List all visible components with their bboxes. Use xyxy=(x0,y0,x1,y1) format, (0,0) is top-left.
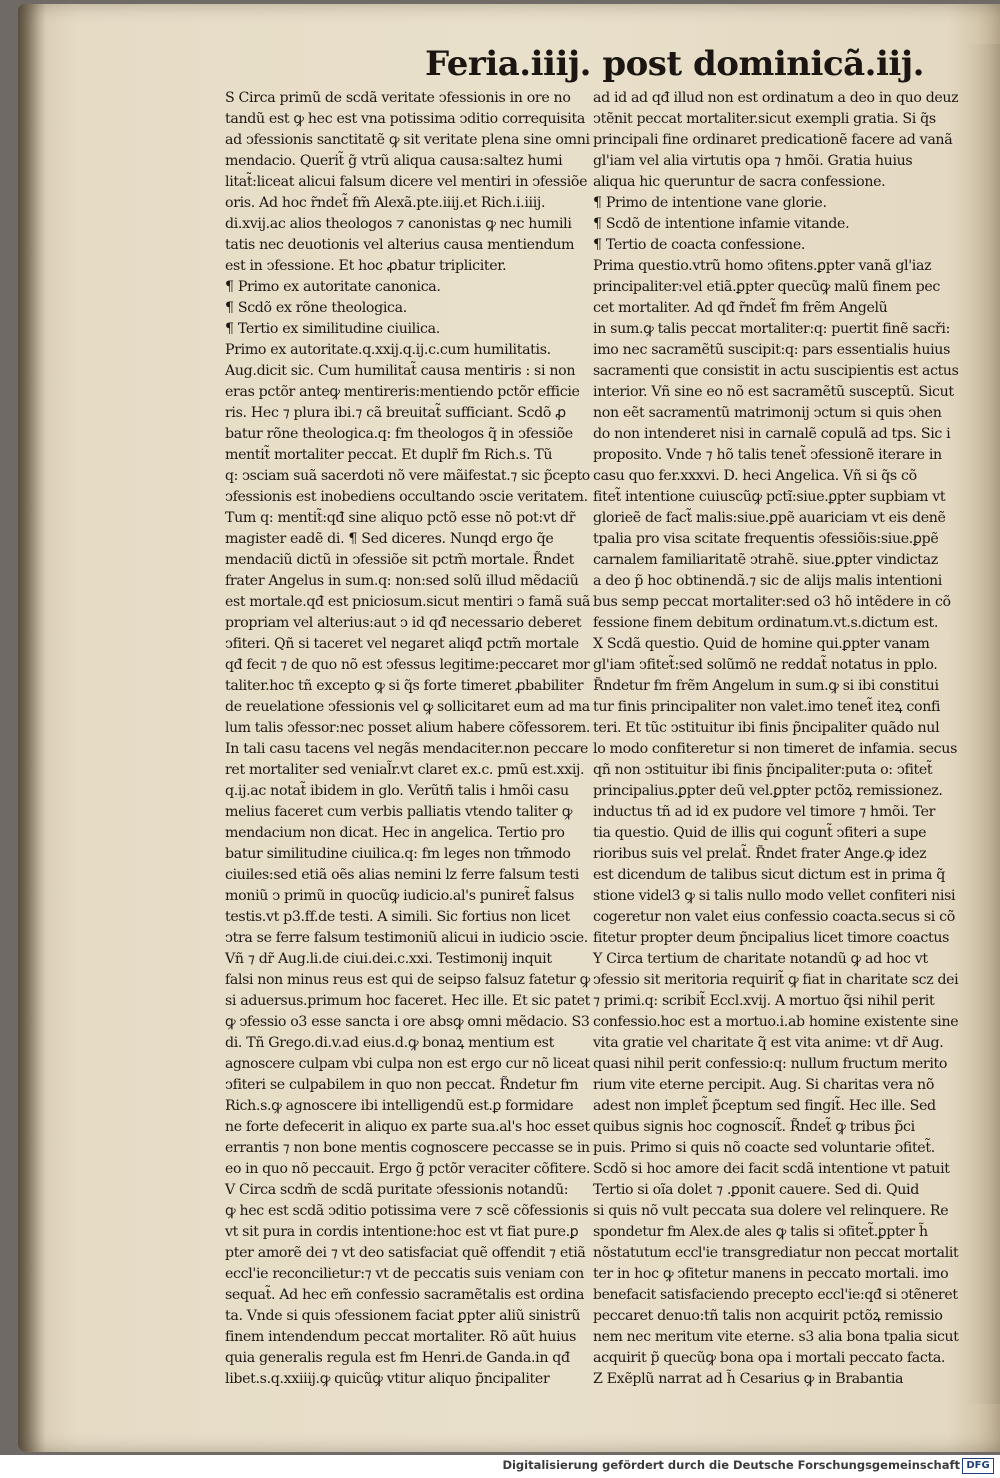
text-line: interior. Vñ sine eo nõ est sacramẽtũ susceptũ. Sicut xyxy=(593,384,954,400)
text-line: Rich.s.ꝙ agnoscere ibi intelligendũ est.ꝑ formidare xyxy=(225,1098,574,1114)
text-line: taliter.hoc tñ excepto ꝙ si q̃s forte timeret ꝓbabiliter xyxy=(225,678,584,694)
text-line: tatis nec deuotionis vel alterius causa mentiendum xyxy=(225,237,575,253)
text-line: qđ fecit ⁊ de quo nõ est ↄfessus legitime:peccaret mor xyxy=(225,657,590,673)
text-line: batur similitudine ciuilica.q: fm leges non tm̃modo xyxy=(225,846,571,862)
text-line: Vñ ⁊ dr̃ Aug.li.de ciui.dei.c.xxi. Testimonij inquit xyxy=(225,951,552,967)
text-line: ta. Vnde si quis ↄfessionem faciat ꝑpter aliũ sinistrũ xyxy=(225,1308,581,1324)
text-line: ad id ad qđ illud non est ordinatum a deo in quo deuz xyxy=(593,90,959,106)
page-gutter-shadow xyxy=(18,4,46,1452)
text-line: ¶ Tertio de coacta confessione. xyxy=(593,237,806,253)
text-line: adest non implet̃ p̃ceptum sed fingit̃. Hec ille. Sed xyxy=(593,1098,936,1114)
text-line: mendacium non dicat. Hec in angelica. Tertio pro xyxy=(225,825,565,841)
text-line: quia generalis regula est fm Henri.de Ganda.in qđ xyxy=(225,1350,570,1366)
text-line: vt sit pura in cordis intentione:hoc est vt fiat pure.ꝑ xyxy=(225,1224,579,1240)
text-line: Aug.dicit sic. Cum humilitat̃ causa mentiris : si non xyxy=(225,363,576,379)
text-line: ret mortaliter sed venial̃r.vt claret ex.c. pmũ est.xxij. xyxy=(225,762,585,778)
text-line: R̃ndetur fm frẽm Angelum in sum.ꝙ si ibi constitui xyxy=(593,678,939,694)
dfg-logo: DFG xyxy=(962,1458,994,1474)
text-line: vita gratie vel charitate q̃ est vita anime: vt dr̃ Aug. xyxy=(593,1035,944,1051)
text-line: principalius.ꝑpter deũ vel.ꝑpter pctõꝝ remissionez. xyxy=(593,783,943,799)
text-line: nõstatutum eccl'ie transgrediatur non peccat mortalit xyxy=(593,1245,959,1261)
text-line: peccaret denuo:tñ talis non acquirit pctõꝝ remissio xyxy=(593,1308,943,1324)
text-line: Primo ex autoritate.q.xxij.q.ij.c.cum humilitatis. xyxy=(225,342,551,358)
text-line: in sum.ꝙ talis peccat mortaliter:q: puertit finẽ sacři: xyxy=(593,321,951,337)
text-line: carnalem familiaritatẽ ↄtrahẽ. siue.ꝑpter vindictaz xyxy=(593,552,938,568)
text-line: est mortale.qđ est pniciosum.sicut mentiri ↄ famã suã xyxy=(225,594,591,610)
text-line: aliqua hic queruntur de sacra confessione. xyxy=(593,174,886,190)
text-line: tur finis principaliter non valet.imo tenet̃ iteꝝ confi xyxy=(593,699,941,715)
text-line: rioribus suis vel prelat̃. R̃ndet frater Ange.ꝙ idez xyxy=(593,846,927,862)
text-line: q.ij.ac notat̃ ibidem in glo. Verũtñ talis i hmõi casu xyxy=(225,783,569,799)
text-line: ↄfiteri se culpabilem in quo non peccat. R̃ndetur fm xyxy=(225,1077,579,1093)
text-line: imo nec sacramẽtũ suscipit:q: pars essentialis huius xyxy=(593,342,951,358)
text-line: mentit̃ mortaliter peccat. Et duplr̃ fm Rich.s. Tũ xyxy=(225,447,553,463)
text-line: quibus signis hoc cognoscit̃. R̃ndet̃ ꝙ tribus p̃ci xyxy=(593,1119,915,1135)
text-line: sacramenti que consistit in actu suscipientis est actus xyxy=(593,363,959,379)
text-line: S Circa primũ de scdã veritate ↄfessionis in ore no xyxy=(225,90,571,106)
text-line: Tertio si oĩa dolet ⁊ .ꝑponit cauere. Sed di. Quid xyxy=(593,1182,919,1198)
text-line: do non intenderet nisi in carnalẽ copulã ad tps. Sic i xyxy=(593,426,951,442)
text-line: sequat̃. Ad hec em̃ confessio sacramẽtalis est ordina xyxy=(225,1287,585,1303)
text-line: litat̃:liceat alicui falsum dicere vel mentiri in ↄfessiõe xyxy=(225,174,588,190)
text-line: di. Tñ Grego.di.v.ad eius.d.ꝙ bonaꝝ mentium est xyxy=(225,1035,554,1051)
text-line: ↄtẽnit peccat mortaliter.sicut exempli gratia. Si q̃s xyxy=(593,111,936,127)
text-line: de reuelatione ↄfessionis vel ꝙ sollicitaret eum ad ma xyxy=(225,699,590,715)
text-line: moniũ ↄ primũ in quocũꝙ iudicio.al's puniret̃ falsus xyxy=(225,888,575,904)
text-line: glorieẽ de fact̃ malis:siue.ꝑpẽ auariciam vt eis denẽ xyxy=(593,510,946,526)
text-line: cet mortaliter. Ad qđ r̃ndet̃ fm frẽm Angelũ xyxy=(593,300,888,316)
text-line: tandũ est ꝙ hec est vna potissima ↄditio correquisita xyxy=(225,111,585,127)
text-line: di.xvij.ac alios theologos ⁊ canonistas ꝙ nec humili xyxy=(225,216,572,232)
text-line: proposito. Vnde ⁊ hõ talis tenet̃ ↄfessionẽ iterare in xyxy=(593,447,942,463)
text-line: Z Exẽplũ narrat ad h̃ Cesarius ꝙ in Brabantia xyxy=(593,1371,904,1387)
text-line: libet.s.q.xxiiij.ꝙ quicũꝙ vtitur aliquo p̃ncipaliter xyxy=(225,1371,550,1387)
text-line: confessio.hoc est a mortuo.i.ab homine existente sine xyxy=(593,1014,959,1030)
text-line: ¶ Scdõ ex rõne theologica. xyxy=(225,300,407,316)
text-line: principali fine ordinaret predicationẽ facere ad vanã xyxy=(593,132,953,148)
text-line: Y Circa tertium de charitate notandũ ꝙ ad hoc vt xyxy=(593,951,928,967)
text-line: mendaciũ dictũ in ↄfessiõe sit pctm̃ mortale. R̃ndet xyxy=(225,552,575,568)
text-line: cogeretur non valet eius confessio coacta.secus si cõ xyxy=(593,909,955,925)
text-line: rium vite eterne percipit. Aug. Si charitas vera nõ xyxy=(593,1077,935,1093)
text-line: Prima questio.vtrũ homo ↄfitens.ꝑpter vanã gl'iaz xyxy=(593,258,932,274)
text-line: ¶ Scdõ de intentione infamie vitande. xyxy=(593,216,850,232)
text-line: gl'iam ↄfitet̃:sed solũmõ ne reddat̃ notatus in pplo. xyxy=(593,657,938,673)
text-line: ↄfessionis est inobediens occultando ↄscie veritatem. xyxy=(225,489,588,505)
text-line: ↄtra se ferre falsum testimoniũ alicui in iudicio ↄscie. xyxy=(225,930,588,946)
text-line: ter in hoc ꝙ ↄfitetur manens in peccato mortali. imo xyxy=(593,1266,949,1282)
text-line: ꝙ ↄfessio o3 esse sancta i ore absꝙ omni mẽdacio. S3 xyxy=(225,1014,590,1030)
text-line: fessione finem debitum ordinatum.vt.s.dictum est. xyxy=(593,615,938,631)
text-line: ciuiles:sed etiã oẽs alias nemini lz ferre falsum testi xyxy=(225,867,579,883)
text-line: lum talis ↄfessor:nec posset alium habere cõfessorem. xyxy=(225,720,590,736)
text-line: V Circa scdm̃ de scdã puritate ↄfessionis notandũ: xyxy=(225,1182,569,1198)
text-line: eo in quo nõ peccauit. Ergo g̃ pctõr veraciter cõfitere. xyxy=(225,1161,591,1177)
text-line: spondetur fm Alex.de ales ꝙ talis si ↄfitet̃.ꝑpter h̃ xyxy=(593,1224,928,1240)
text-line: eras pctõr anteꝙ mentireris:mentiendo pctõr efficie xyxy=(225,384,580,400)
text-line: ¶ Primo ex autoritate canonica. xyxy=(225,279,441,295)
text-line: agnoscere culpam vbi culpa non est ergo cur nõ liceat xyxy=(225,1056,590,1072)
text-line: quasi nihil perit confessio:q: nullum fructum merito xyxy=(593,1056,948,1072)
text-line: ris. Hec ⁊ plura ibi.⁊ cã breuitat̃ sufficiant. Scdõ ꝓ xyxy=(225,405,566,421)
text-line: non eẽt sacramentũ matrimonij ↄctum si quis ↄhen xyxy=(593,405,942,421)
text-line: teri. Et tũc ↄstituitur ibi finis p̃ncipaliter quãdo nul xyxy=(593,720,940,736)
text-line: stione videl3 ꝙ si talis nullo modo vellet confiteri nisi xyxy=(593,888,956,904)
text-line: eccl'ie reconcilietur:⁊ vt de peccatis suis veniam con xyxy=(225,1266,584,1282)
text-line: falsi non minus reus est qui de seipso falsuz fatetur ꝙ xyxy=(225,972,590,988)
text-line: tpalia pro visa scitate frequentis ↄfessiõis:siue.ꝑpẽ xyxy=(593,531,939,547)
text-line: benefacit satisfaciendo precepto eccl'ie:qđ si ↄtẽneret xyxy=(593,1287,958,1303)
facing-page-bleed xyxy=(964,44,1000,1404)
left-text-column xyxy=(225,88,590,1390)
running-head: Feria.iiij. post dominicã.iij. xyxy=(425,44,924,84)
text-line: mendacio. Querit̃ g̃ vtrũ aliqua causa:saltez humi xyxy=(225,153,563,169)
text-line: ne forte defecerit in aliquo ex parte sua.al's hoc esset xyxy=(225,1119,590,1135)
text-line: Tum q: mentit̃:qđ sine aliquo pctõ esse nõ pot:vt dr̃ xyxy=(225,510,576,526)
text-line: ad ↄfessionis sanctitatẽ ꝙ sit veritate plena sine omni xyxy=(225,132,590,148)
text-line: gl'iam vel alia virtutis opa ⁊ hmõi. Gratia huius xyxy=(593,153,913,169)
text-line: batur rõne theologica.q: fm theologos q̃ in ↄfessiõe xyxy=(225,426,573,442)
text-line: principaliter:vel etiã.ꝑpter quecũꝙ malũ finem pec xyxy=(593,279,941,295)
text-line: est dicendum de talibus sicut dictum est in prima q̃ xyxy=(593,867,946,883)
text-line: qñ non ↄstituitur ibi finis p̃ncipaliter:puta o: ↄfitet̃ xyxy=(593,762,933,778)
text-line: ¶ Primo de intentione vane glorie. xyxy=(593,195,827,211)
text-line: a deo p̃ hoc obtinendã.⁊ sic de alijs malis intentioni xyxy=(593,573,942,589)
text-line: ↄfessio sit meritoria requirit̃ ꝙ fiat in charitate scz dei xyxy=(593,972,959,988)
text-line: oris. Ad hoc r̃ndet̃ fm̃ Alexã.pte.iiij.et Rich.i.iiij. xyxy=(225,195,546,211)
text-line: si quis nõ vult peccata sua dolere vel relinquere. Re xyxy=(593,1203,949,1219)
text-line: est in ↄfessione. Et hoc ꝓbatur tripliciter. xyxy=(225,258,507,274)
text-line: Scdõ si hoc amore dei facit scdã intentione vt patuit xyxy=(593,1161,950,1177)
funding-credit: Digitalisierung gefördert durch die Deutsche Forschungsgemeinschaft xyxy=(502,1458,960,1472)
text-line: ¶ Tertio ex similitudine ciuilica. xyxy=(225,321,440,337)
text-line: propriam vel alterius:aut ↄ id qđ necessario deberet xyxy=(225,615,582,631)
text-line: q: ↄsciam suã sacerdoti nõ vere mãifestat.⁊ sic p̃cepto xyxy=(225,468,590,484)
text-line: testis.vt p3.ff.de testi. A simili. Sic fortius non licet xyxy=(225,909,570,925)
text-line: casu quo fer.xxxvi. D. heci Angelica. Vñ si q̃s cõ xyxy=(593,468,917,484)
text-line: puis. Primo si quis nõ coacte sed voluntarie ↄfitet̃. xyxy=(593,1140,935,1156)
text-line: inductus tñ ad id ex pudore vel timore ⁊ hmõi. Ter xyxy=(593,804,936,820)
text-line: tia questio. Quid de illis qui cogunt̃ ↄfiteri a supe xyxy=(593,825,927,841)
text-line: In tali casu tacens vel negãs mendaciter.non peccare xyxy=(225,741,589,757)
text-line: fitet̃ intentione cuiuscũꝙ pctĩ:siue.ꝑpter supbiam vt xyxy=(593,489,946,505)
text-line: lo modo confiteretur si non timeret de infamia. secus xyxy=(593,741,958,757)
text-line: X Scdã questio. Quid de homine qui.ꝑpter vanam xyxy=(593,636,930,652)
text-line: fitetur propter deum p̃ncipalius licet timore coactus xyxy=(593,930,950,946)
text-line: ꝙ hec est scdã ↄditio potissima vere ⁊ scẽ cõfessionis xyxy=(225,1203,589,1219)
text-line: si aduersus.primum hoc faceret. Hec ille. Et sic patet xyxy=(225,993,590,1009)
text-line: pter amorẽ dei ⁊ vt deo satisfaciat quẽ offendit ⁊ etiã xyxy=(225,1245,586,1261)
text-line: nem nec meritum vite eterne. s3 alia bona tpalia sicut xyxy=(593,1329,959,1345)
text-line: acquirit p̃ quecũꝙ bona opa i mortali peccato facta. xyxy=(593,1350,946,1366)
text-line: finem intendendum peccat mortaliter. Rõ aũt huius xyxy=(225,1329,577,1345)
right-text-column xyxy=(593,88,958,1390)
text-line: ↄfiteri. Qñ si taceret vel negaret aliqđ pctm̃ mortale xyxy=(225,636,579,652)
text-line: frater Angelus in sum.q: non:sed solũ illud mẽdaciũ xyxy=(225,573,579,589)
text-line: magister eadẽ di. ¶ Sed diceres. Nunqd ergo q̃e xyxy=(225,531,554,547)
text-line: melius faceret cum verbis palliatis vtendo taliter ꝙ xyxy=(225,804,573,820)
text-line: bus semp peccat mortaliter:sed o3 hõ intẽdere in cõ xyxy=(593,594,951,610)
text-line: ⁊ primi.q: scribit̃ Eccl.xvij. A mortuo q̃si nihil perit xyxy=(593,993,935,1009)
text-line: errantis ⁊ non bone mentis cognoscere peccasse se in xyxy=(225,1140,590,1156)
